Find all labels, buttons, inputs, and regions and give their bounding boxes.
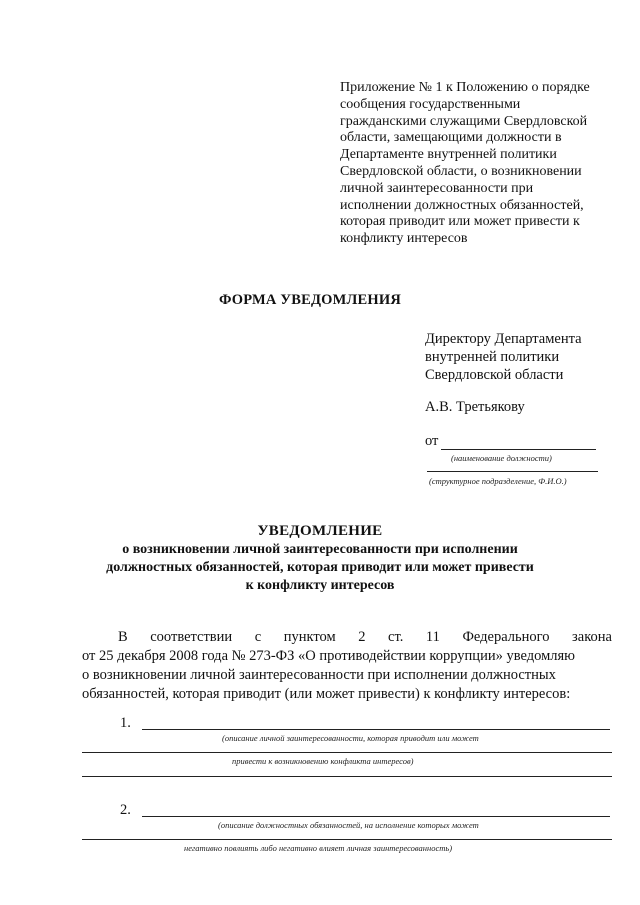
appendix-line: Приложение № 1 к Положению о порядке xyxy=(340,80,590,95)
body-line-2: от 25 декабря 2008 года № 273-ФЗ «О противодействии коррупции» уведомляю xyxy=(82,648,575,664)
appendix-line: исполнении должностных обязанностей, xyxy=(340,197,584,213)
notice-title: УВЕДОМЛЕНИЕ xyxy=(257,523,383,539)
appendix-line: области, замещающими должности в xyxy=(340,130,562,146)
item-2-field-line-1[interactable] xyxy=(142,816,610,817)
word: соответствии xyxy=(150,629,233,645)
addressee-block xyxy=(425,330,582,384)
item-1-caption-2: привести к возникновению конфликта интересов) xyxy=(232,756,414,766)
appendix-line: сообщения государственными xyxy=(340,96,521,112)
addressee-line: Директору Департамента xyxy=(425,331,582,347)
notice-subtitle xyxy=(0,541,640,595)
addressee-line: внутренней политики xyxy=(425,349,560,365)
appendix-line: Департаменте внутренней политики xyxy=(340,147,557,163)
item-2-caption-2: негативно повлиять либо негативно влияет личная заинтересованность) xyxy=(184,843,453,853)
appendix-line: гражданскими служащими Свердловской xyxy=(340,113,588,129)
item-1-field-line-3[interactable] xyxy=(82,776,612,777)
word: закона xyxy=(572,629,612,645)
body-line-1-words xyxy=(118,628,612,647)
item-1-field-line-2[interactable] xyxy=(82,752,612,753)
word: В xyxy=(118,629,128,645)
word: 11 xyxy=(425,629,440,645)
appendix-line: конфликту интересов xyxy=(340,231,468,247)
appendix-note xyxy=(340,80,612,248)
item-1-field-line-1[interactable] xyxy=(142,729,610,730)
appendix-line: которая приводит или может привести к xyxy=(340,214,580,230)
form-title: ФОРМА УВЕДОМЛЕНИЯ xyxy=(218,292,402,308)
notice-subtitle-line: к конфликту интересов xyxy=(245,578,395,593)
word: Федерального xyxy=(462,629,550,645)
body-line-3: о возникновении личной заинтересованности при исполнении должностных xyxy=(82,667,556,683)
word: ст. xyxy=(388,629,404,645)
position-caption: (наименование должности) xyxy=(451,453,552,463)
notice-subtitle-line: о возникновении личной заинтересованности при исполнении xyxy=(122,542,518,557)
unit-caption: (структурное подразделение, Ф.И.О.) xyxy=(429,476,567,486)
addressee-line: Свердловской области xyxy=(425,367,564,383)
word: пунктом xyxy=(283,629,336,645)
item-number-2: 2. xyxy=(120,802,131,818)
word: 2 xyxy=(358,629,366,645)
body-line-1 xyxy=(118,628,612,647)
unit-field-line[interactable] xyxy=(427,471,598,472)
item-1-caption-1: (описание личной заинтересованности, которая приводит или может xyxy=(222,733,479,743)
notice-subtitle-line: должностных обязанностей, которая приводит или может привести xyxy=(106,560,534,575)
item-number-1: 1. xyxy=(120,715,131,731)
appendix-line: личной заинтересованности при xyxy=(340,180,534,196)
from-label: от xyxy=(425,433,439,449)
appendix-line: Свердловской области, о возникновении xyxy=(340,163,582,179)
body-line-4: обязанностей, которая приводит (или может привести) к конфликту интересов: xyxy=(82,686,571,702)
position-field-line[interactable] xyxy=(441,449,596,450)
item-2-field-line-2[interactable] xyxy=(82,839,612,840)
director-name: А.В. Третьякову xyxy=(425,399,525,415)
item-2-caption-1: (описание должностных обязанностей, на исполнение которых может xyxy=(218,820,479,830)
word: с xyxy=(254,629,262,645)
